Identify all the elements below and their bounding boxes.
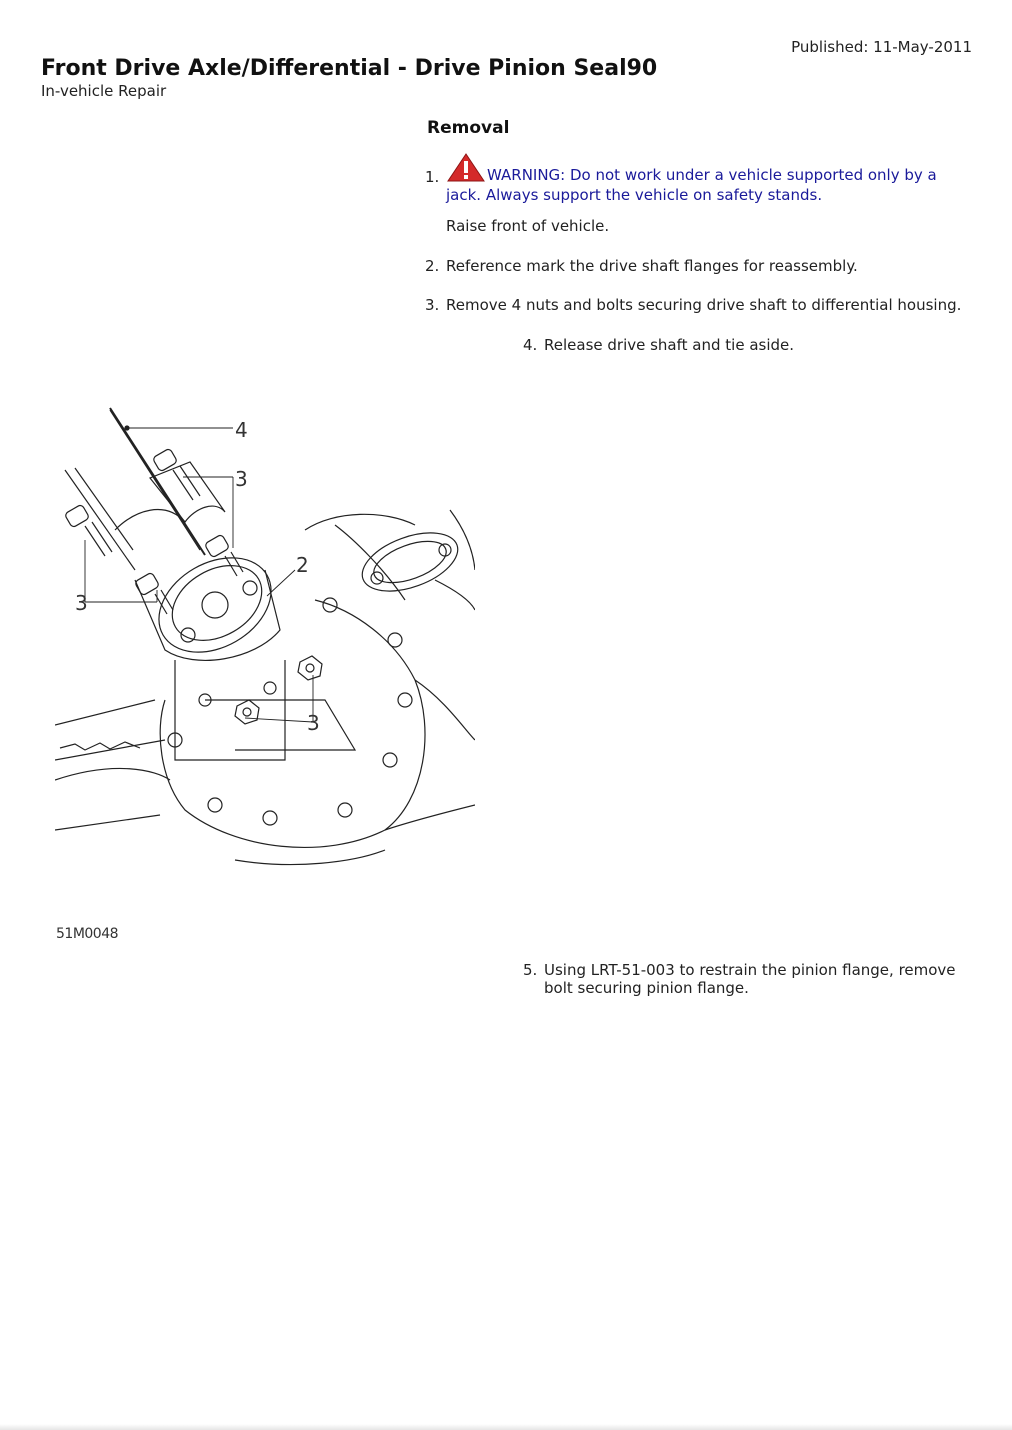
page-bottom-edge xyxy=(0,1424,1012,1430)
step-text: Reference mark the drive shaft flanges for reassembly. xyxy=(446,257,858,275)
warning-icon xyxy=(446,152,486,186)
section-heading-removal: Removal xyxy=(427,118,510,138)
step-4 xyxy=(523,336,963,356)
step-3 xyxy=(425,296,985,316)
step-number: 4. xyxy=(523,336,538,354)
step-number: 1. xyxy=(425,168,440,186)
step-text-line-2: bolt securing pinion flange. xyxy=(544,979,749,997)
technical-illustration xyxy=(55,400,475,870)
callout-3-left: 3 xyxy=(75,591,88,615)
step-number: 3. xyxy=(425,296,440,314)
callout-3-top: 3 xyxy=(235,467,248,491)
published-date: Published: 11-May-2011 xyxy=(791,38,972,56)
warning-text-line-2: jack. Always support the vehicle on safety stands. xyxy=(446,186,823,204)
step-text: Remove 4 nuts and bolts securing drive shaft to differential housing. xyxy=(446,296,962,314)
page-subtitle: In-vehicle Repair xyxy=(41,82,167,100)
step-text: Release drive shaft and tie aside. xyxy=(544,336,795,354)
step-number: 2. xyxy=(425,257,440,275)
warning-text-line-1: WARNING: Do not work under a vehicle supported only by a xyxy=(487,166,937,184)
step-5 xyxy=(523,961,983,1001)
step-1 xyxy=(425,168,985,238)
callout-4: 4 xyxy=(235,418,248,442)
step-2 xyxy=(425,257,985,277)
figure-caption: 51M0048 xyxy=(56,926,119,942)
step-text: Raise front of vehicle. xyxy=(446,217,610,235)
warning-line-1 xyxy=(446,152,986,186)
step-number: 5. xyxy=(523,961,538,979)
step-text-line-1: Using LRT-51-003 to restrain the pinion flange, remove xyxy=(544,961,956,979)
callout-3-bottom: 3 xyxy=(307,711,320,735)
page-title: Front Drive Axle/Differential - Drive Pinion Seal90 xyxy=(41,56,658,81)
callout-2: 2 xyxy=(296,553,309,577)
